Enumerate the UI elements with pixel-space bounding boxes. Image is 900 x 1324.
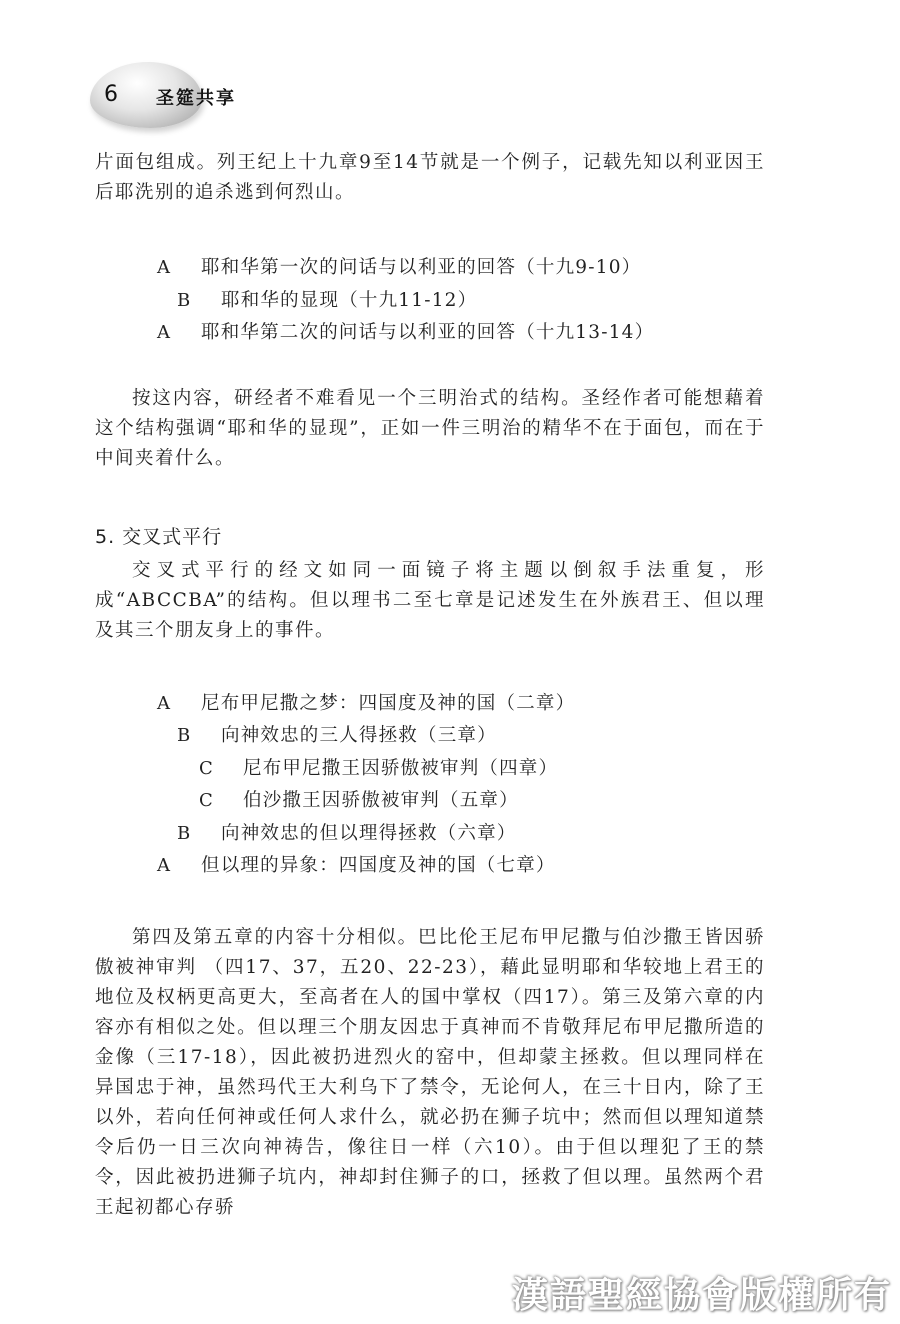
- outline-item: [95, 753, 765, 786]
- outline-letter: B: [177, 289, 192, 311]
- outline-text: 尼布甲尼撒之梦：四国度及神的国（二章）: [201, 692, 576, 714]
- paragraph-3: 交叉式平行的经文如同一面镜子将主题以倒叙手法重复，形成“ABCCBA”的结构。但以理书二至七章是记述发生在外族君王、但以理及其三个朋友身上的事件。: [95, 559, 765, 641]
- outline-item: [95, 850, 765, 883]
- outline-text: 伯沙撒王因骄傲被审判（五章）: [243, 790, 519, 811]
- outline-item: [95, 252, 765, 285]
- page-body: [95, 148, 765, 1223]
- page-number: 6: [104, 82, 118, 107]
- outline-letter: B: [177, 822, 192, 844]
- paragraph-2: 按这内容，研经者不难看见一个三明治式的结构。圣经作者可能想藉着这个结构强调“耶和华的显现”，正如一件三明治的精华不在于面包，而在于中间夹着什么。: [95, 387, 765, 469]
- outline-letter: A: [157, 855, 172, 876]
- outline-text: 尼布甲尼撒王因骄傲被审判（四章）: [243, 757, 559, 779]
- running-header: [90, 62, 340, 132]
- outline-item: [95, 818, 765, 851]
- paragraph-4: 第四及第五章的内容十分相似。巴比伦王尼布甲尼撒与伯沙撒王皆因骄傲被神审判 （四17、37，五20、22-23），藉此显明耶和华较地上君王的地位及权柄更高更大，至高者在人的国中掌权（四17）。第三及第六章的内容亦有相似之处。但以理三个朋友因忠于真神而不肯敬拜尼布甲尼撒所造的金像（三17-18），因此被扔进烈火的窑中，但却蒙主拯救。但以理同样在异国忠于神，虽然玛代王大利乌下了禁令，无论何人，在三十日内，除了王以外，若向任何神或任何人求什么，就必扔在狮子坑中；然而但以理知道禁令后仍一日三次向神祷告，像往日一样（六10）。由于但以理犯了王的禁令，因此被扔进狮子坑内，神却封住狮子的口，拯救了但以理。虽然两个君王起初都心存骄: [95, 926, 765, 1218]
- outline-letter: A: [157, 257, 172, 278]
- outline-item: [95, 720, 765, 753]
- paragraph-1: 片面包组成。列王纪上十九章9至14节就是一个例子，记载先知以利亚因王后耶洗别的追杀逃到何烈山。: [95, 152, 765, 203]
- outline-item: [95, 317, 765, 350]
- outline-item: [95, 285, 765, 318]
- outline-item: [95, 785, 765, 818]
- outline-elijah: [95, 252, 765, 350]
- copyright-watermark: 漢語聖經協會版權所有: [511, 1275, 892, 1316]
- outline-text: 耶和华第二次的问话与以利亚的回答（十九13-14）: [201, 322, 655, 343]
- outline-text: 向神效忠的但以理得拯救（六章）: [221, 822, 517, 844]
- section-heading: 5. 交叉式平行: [95, 525, 223, 548]
- outline-letter: A: [157, 692, 172, 714]
- outline-letter: C: [199, 790, 214, 811]
- outline-letter: B: [177, 725, 192, 746]
- outline-item: [95, 688, 765, 721]
- outline-text: 但以理的异象：四国度及神的国（七章）: [201, 855, 556, 876]
- outline-text: 耶和华第一次的问话与以利亚的回答（十九9-10）: [201, 257, 642, 278]
- outline-daniel: [95, 688, 765, 883]
- book-title: 圣筵共享: [156, 88, 236, 109]
- outline-letter: A: [157, 322, 172, 343]
- outline-text: 耶和华的显现（十九11-12）: [221, 289, 478, 311]
- outline-letter: C: [199, 757, 214, 779]
- outline-text: 向神效忠的三人得拯救（三章）: [221, 725, 497, 746]
